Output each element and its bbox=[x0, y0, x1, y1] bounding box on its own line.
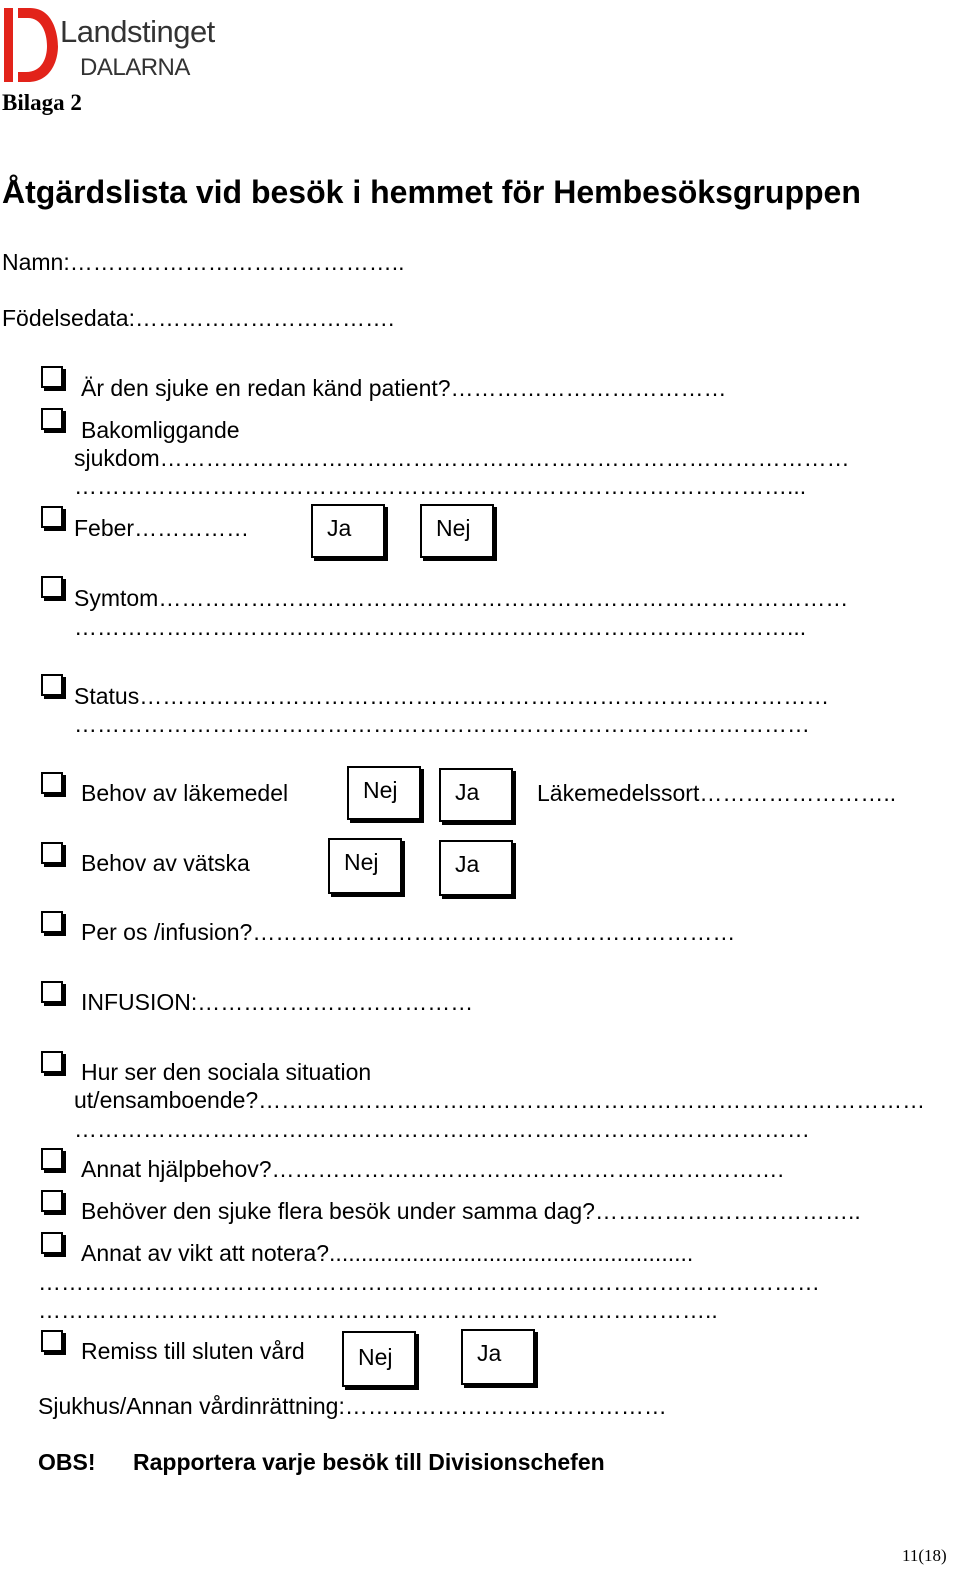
medication-type-field[interactable]: Läkemedelssort…………………….. bbox=[537, 780, 897, 806]
other-notes-line-3: …………………………………………………………………………….. bbox=[38, 1297, 718, 1323]
fluids-no-label: Nej bbox=[344, 849, 379, 875]
referral-yes-label: Ja bbox=[477, 1340, 502, 1366]
checkbox-multiple-visits[interactable] bbox=[41, 1190, 63, 1212]
referral-yes-box[interactable] bbox=[461, 1329, 535, 1385]
medication-yes-box[interactable] bbox=[439, 768, 513, 822]
background-label-3: …………………………………………………………………………………... bbox=[74, 473, 807, 499]
fluids-label: Behov av vätska bbox=[81, 850, 250, 876]
page-title: Åtgärdslista vid besök i hemmet för Hembesöksgruppen bbox=[2, 174, 861, 210]
fever-yes-label: Ja bbox=[327, 515, 352, 541]
checkbox-infusion[interactable] bbox=[41, 981, 63, 1003]
medication-no-label: Nej bbox=[363, 777, 398, 803]
status-label-1: Status……………………………………………………………………………… bbox=[74, 683, 830, 709]
checkbox-fluids[interactable] bbox=[41, 842, 63, 864]
name-field[interactable]: Namn:…………………………………….. bbox=[2, 249, 405, 275]
background-label-1: Bakomliggande bbox=[81, 417, 240, 443]
referral-no-label: Nej bbox=[358, 1344, 393, 1370]
symptoms-label-1: Symtom……………………………………………………………………………… bbox=[74, 585, 849, 611]
checkbox-per-os[interactable] bbox=[41, 911, 63, 933]
obs-text: Rapportera varje besök till Divisionschefen bbox=[133, 1449, 605, 1475]
dob-field[interactable]: Födelsedata:……………………………. bbox=[2, 305, 395, 331]
hospital-field[interactable]: Sjukhus/Annan vårdinrättning:…………………………………… bbox=[38, 1393, 667, 1419]
checkbox-known-patient[interactable] bbox=[41, 366, 63, 388]
checkbox-fever[interactable] bbox=[41, 506, 63, 528]
checkbox-background-illness[interactable] bbox=[41, 408, 63, 430]
fever-no-box[interactable] bbox=[420, 504, 494, 558]
logo-wordmark-top: Landstinget bbox=[60, 14, 215, 49]
checkbox-medication[interactable] bbox=[41, 772, 63, 794]
attachment-label: Bilaga 2 bbox=[2, 90, 82, 115]
infusion-label: INFUSION:……………………………… bbox=[81, 989, 474, 1015]
referral-label: Remiss till sluten vård bbox=[81, 1338, 305, 1364]
fever-yes-box[interactable] bbox=[311, 504, 385, 558]
fluids-yes-label: Ja bbox=[455, 851, 480, 877]
checkbox-status[interactable] bbox=[41, 674, 63, 696]
symptoms-label-2: …………………………………………………………………………………... bbox=[74, 614, 807, 640]
checkbox-help-need[interactable] bbox=[41, 1148, 63, 1170]
background-label-2: sjukdom……………………………………………………………………………… bbox=[74, 445, 850, 471]
checkbox-other-notes[interactable] bbox=[41, 1232, 63, 1254]
other-notes-line-2: ………………………………………………………………………………………… bbox=[38, 1269, 820, 1295]
per-os-label: Per os /infusion?……………………………………………………… bbox=[81, 919, 736, 945]
medication-label: Behov av läkemedel bbox=[81, 780, 289, 806]
checkbox-referral[interactable] bbox=[41, 1330, 63, 1352]
known-patient-label: Är den sjuke en redan känd patient?……………………………… bbox=[81, 375, 727, 401]
referral-no-box[interactable] bbox=[342, 1331, 416, 1387]
logo-wordmark-bottom: DALARNA bbox=[80, 54, 190, 81]
fluids-yes-box[interactable] bbox=[439, 840, 513, 896]
obs-label: OBS! bbox=[38, 1449, 96, 1475]
landstinget-dalarna-logo bbox=[4, 6, 214, 86]
social-label-2: ut/ensamboende?…………………………………………………………………………… bbox=[74, 1087, 926, 1113]
multiple-visits-label: Behöver den sjuke flera besök under samma dag?…………………………….. bbox=[81, 1198, 861, 1224]
social-label-3: …………………………………………………………………………………… bbox=[74, 1116, 810, 1142]
page-number: 11(18) bbox=[902, 1546, 947, 1565]
social-label-1: Hur ser den sociala situation bbox=[81, 1059, 372, 1085]
medication-no-box[interactable] bbox=[347, 766, 421, 820]
logo-mark-icon bbox=[4, 6, 64, 86]
medication-yes-label: Ja bbox=[455, 779, 480, 805]
fluids-no-box[interactable] bbox=[328, 838, 402, 894]
checkbox-symptoms[interactable] bbox=[41, 576, 63, 598]
status-label-2: …………………………………………………………………………………… bbox=[74, 711, 810, 737]
help-need-label: Annat hjälpbehov?…………………………………………………………. bbox=[81, 1156, 784, 1182]
fever-no-label: Nej bbox=[436, 515, 471, 541]
checkbox-social-situation[interactable] bbox=[41, 1051, 63, 1073]
fever-label: Feber…………… bbox=[74, 515, 250, 541]
other-notes-label: Annat av vikt att notera?......................................................... bbox=[81, 1240, 694, 1266]
